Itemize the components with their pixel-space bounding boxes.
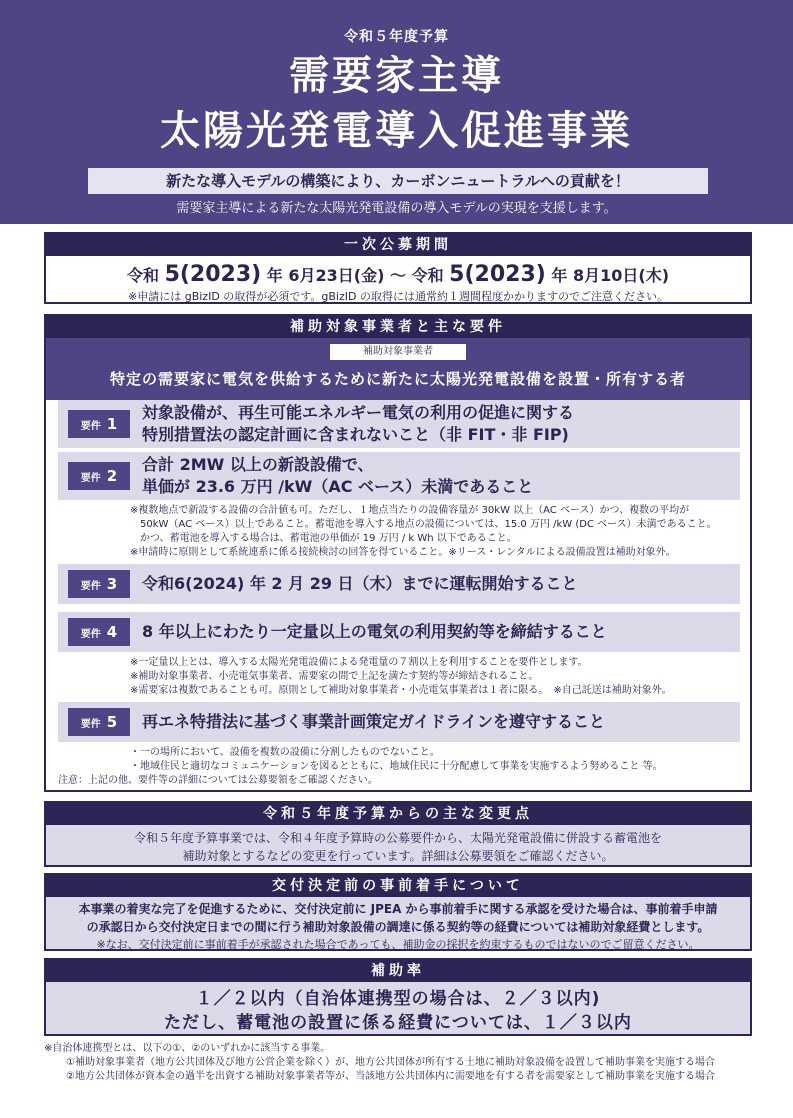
start-date: 年 6月23日(金) — [266, 266, 385, 285]
end-era: 令和 — [411, 266, 444, 285]
eligible-target: 特定の需要家に電気を供給するために新たに太陽光発電設備を設置・所有する者 — [109, 370, 686, 388]
advance-heading: 交付決定前の事前着手について — [46, 875, 750, 897]
requirement-text: 令和6(2024) 年 2 月 29 日（木）までに運転開始すること — [142, 574, 578, 593]
budget-label: 令和５年度予算 — [344, 29, 449, 45]
requirement-text: 合計 2MW 以上の新設設備で、 単価が 23.6 万円 /kW（AC ベース）未満であること — [142, 455, 534, 496]
start-era: 令和 — [126, 266, 159, 285]
subsidy-rate-section — [44, 958, 752, 1036]
start-year: 5(2023) — [164, 262, 262, 287]
requirements-section — [44, 314, 752, 792]
requirement-4-notes: ※一定量以上とは、導入する太陽光発電設備による発電量の７割以上を利用することを要件とします。 ※補助対象事業者、小売電気事業者、需要家の間で上記を満たす契約等が締結されること。 ※需要家は複数であることも可。原則として補助対象事業者・小売電気事業者は１者に限る。 ※自己託送は補助対象外。 — [130, 657, 672, 696]
eligible-target-panel — [46, 338, 750, 400]
requirement-2-notes: ※複数地点で新設する設備の合計値も可。ただし、１地点当たりの設備容量が 30kW 以上（AC ベース）かつ、複数の平均が 50kW（AC ベース）以上であること。蓄電池を導入する地点の設備については、15.0 万円 /kW (DC ベース）未満であること。 かつ、蓄電池を導入する場合は、蓄電池の単価が 19 万円 / k Wh 以下であること。 ※申請時に原則として系統連系に係る接続検討の回答を得ていること。※リース・レンタルによる設備設置は補助対象外。 — [130, 505, 717, 558]
date-separator: 〜 — [389, 266, 406, 285]
requirements-footnote: 注意：上記の他、要件等の詳細については公募要領をご確認ください。 — [58, 775, 378, 786]
requirement-label: 要件 5 — [68, 708, 130, 736]
requirement-item-2 — [58, 452, 740, 500]
requirement-item-5 — [58, 702, 740, 742]
requirement-item-3 — [58, 564, 740, 604]
footer-notes: ※自治体連携型とは、以下の①、②のいずれかに該当する事業。 ①補助対象事業者（地方公共団体及び地方公営企業を除く）が、地方公共団体が所有する土地に補助対象設備を設置して補助事業を実施する場合 ②地方公共団体が資本金の過半を出資する補助対象事業者等が、当該地方公共団体内に需要地を有する者を需要家として補助事業を実施する場合 — [44, 1043, 715, 1082]
end-date: 年 8月10日(木) — [551, 266, 670, 285]
changes-body: 令和５年度予算事業では、令和４年度予算時の公募要件から、太陽光発電設備に併設する蓄電池を 補助対象とするなどの変更を行っています。詳細は公募要領をご確認ください。 — [133, 831, 662, 863]
requirement-item-4 — [58, 612, 740, 652]
rate-heading: 補助率 — [46, 960, 750, 982]
end-year: 5(2023) — [449, 262, 546, 287]
application-period-section — [44, 232, 752, 304]
eligible-tag: 補助対象事業者 — [330, 344, 466, 360]
page-title-line1: 需要家主導 — [289, 53, 504, 99]
description: 需要家主導による新たな太陽光発電設備の導入モデルの実現を支援します。 — [176, 201, 617, 216]
gbizid-note: ※申請には gBizID の取得が必須です。gBizID の取得には通常約１週間程度かかりますのでご注意ください。 — [128, 290, 668, 303]
changes-heading: 令和５年度予算からの主な変更点 — [46, 803, 750, 825]
rate-body: １／２以内（自治体連携型の場合は、２／３以内) ただし、蓄電池の設置に係る経費については、１／３以内 — [164, 989, 632, 1033]
requirement-label: 要件 4 — [68, 618, 130, 646]
requirement-label: 要件 2 — [68, 462, 130, 490]
requirement-5-notes: ・一の場所において、設備を複数の設備に分割したものでないこと。 ・地域住民と適切なコミュニケーションを図るとともに、地域住民に十分配慮して事業を実施するよう努めること 等。 — [130, 747, 663, 772]
requirement-text: 再エネ特措法に基づく事業計画策定ガイドラインを遵守すること — [142, 712, 606, 731]
subtitle: 新たな導入モデルの構築により、カーボンニュートラルへの貢献を！ — [88, 168, 708, 194]
requirement-label: 要件 3 — [68, 570, 130, 598]
requirement-item-1 — [58, 400, 740, 448]
requirement-text: 対象設備が、再生可能エネルギー電気の利用の促進に関する 特別措置法の認定計画に含まれないこと（非 FIT・非 FIP) — [142, 403, 575, 444]
page-title-line2: 太陽光発電導入促進事業 — [160, 108, 633, 154]
header-banner — [0, 0, 793, 224]
requirements-heading: 補助対象事業者と主な要件 — [46, 316, 750, 338]
advance-body: 本事業の着実な完了を促進するために、交付決定前に JPEA から事前着手に関する承認を受けた場合は、事前着手申請 の承認日から交付決定日までの間に行う補助対象設備の調達に係る契約等の経費については補助対象経費とします。 ※なお、交付決定前に事前着手が承認された場合であっても、補助金の採択を約束するものではないのでご留意ください。 — [78, 902, 718, 951]
requirement-text: 8 年以上にわたり一定量以上の電気の利用契約等を締結すること — [142, 622, 607, 641]
requirement-label: 要件 1 — [68, 410, 130, 438]
changes-section — [44, 801, 752, 867]
advance-start-section — [44, 873, 752, 951]
period-dates — [46, 262, 750, 287]
period-heading: 一次公募期間 — [46, 234, 750, 256]
